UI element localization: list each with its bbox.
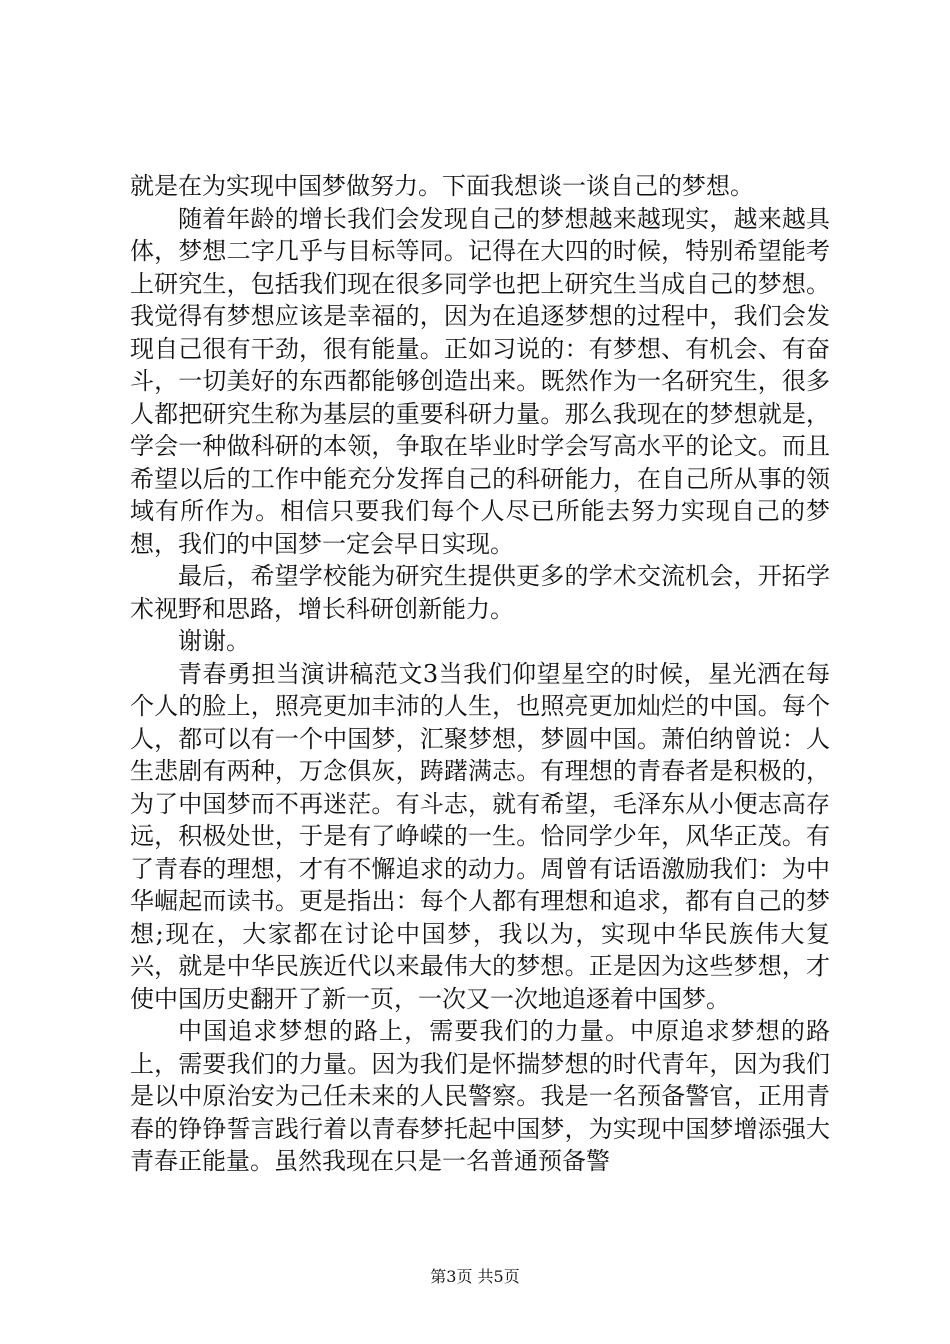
paragraph-4: 谢谢。: [178, 627, 250, 655]
paragraph-2: 随着年龄的增长我们会发现自己的梦想越来越现实，越来越具体，梦想二字几乎与目标等同。记得在大四的时候，特别希望能考上研究生，包括我们现在很多同学也把上研究生当成自己的梦想。我觉得有梦想应该是幸福的，因为在追逐梦想的过程中，我们会发现自己很有干劲，很有能量。正如习说的：有梦想、有机会、有奋斗，一切美好的东西都能够创造出来。既然作为一名研究生，很多人都把研究生称为基层的重要科研力量。那么我现在的梦想就是，学会一种做科研的本领，争取在毕业时学会写高水平的论文。而且希望以后的工作中能充分发挥自己的科研能力，在自己所从事的领域有所作为。相信只要我们每个人尽已所能去努力实现自己的梦想，我们的中国梦一定会早日实现。: [130, 204, 830, 558]
paragraph-1: 就是在为实现中国梦做努力。下面我想谈一谈自己的梦想。: [130, 172, 754, 200]
paragraph-5: 青春勇担当演讲稿范文3当我们仰望星空的时候，星光洒在每个人的脸上，照亮更加丰沛的人生，也照亮更加灿烂的中国。每个人，都可以有一个中国梦，汇聚梦想，梦圆中国。萧伯纳曾说：人生悲剧有两种，万念俱灰，踌躇满志。有理想的青春者是积极的，为了中国梦而不再迷茫。有斗志，就有希望，毛泽东从小便志高存远，积极处世，于是有了峥嵘的一生。恰同学少年，风华正茂。有了青春的理想，才有不懈追求的动力。周曾有话语激励我们：为中华崛起而读书。更是指出：每个人都有理想和追求，都有自己的梦想;现在，大家都在讨论中国梦，我以为，实现中华民族伟大复兴，就是中华民族近代以来最伟大的梦想。正是因为这些梦想，才使中国历史翻开了新一页，一次又一次地追逐着中国梦。: [130, 659, 830, 1013]
paragraph-6: 中国追求梦想的路上，需要我们的力量。中原追求梦想的路上，需要我们的力量。因为我们是怀揣梦想的时代青年，因为我们是以中原治安为己任未来的人民警察。我是一名预备警官，正用青春的铮铮誓言践行着以青春梦托起中国梦，为实现中国梦增添强大青春正能量。虽然我现在只是一名普通预备警: [130, 1017, 830, 1175]
document-body: [130, 170, 830, 1178]
paragraph-3: 最后，希望学校能为研究生提供更多的学术交流机会，开拓学术视野和思路，增长科研创新能力。: [130, 562, 830, 623]
page-footer: 第3页 共5页: [430, 1267, 520, 1286]
